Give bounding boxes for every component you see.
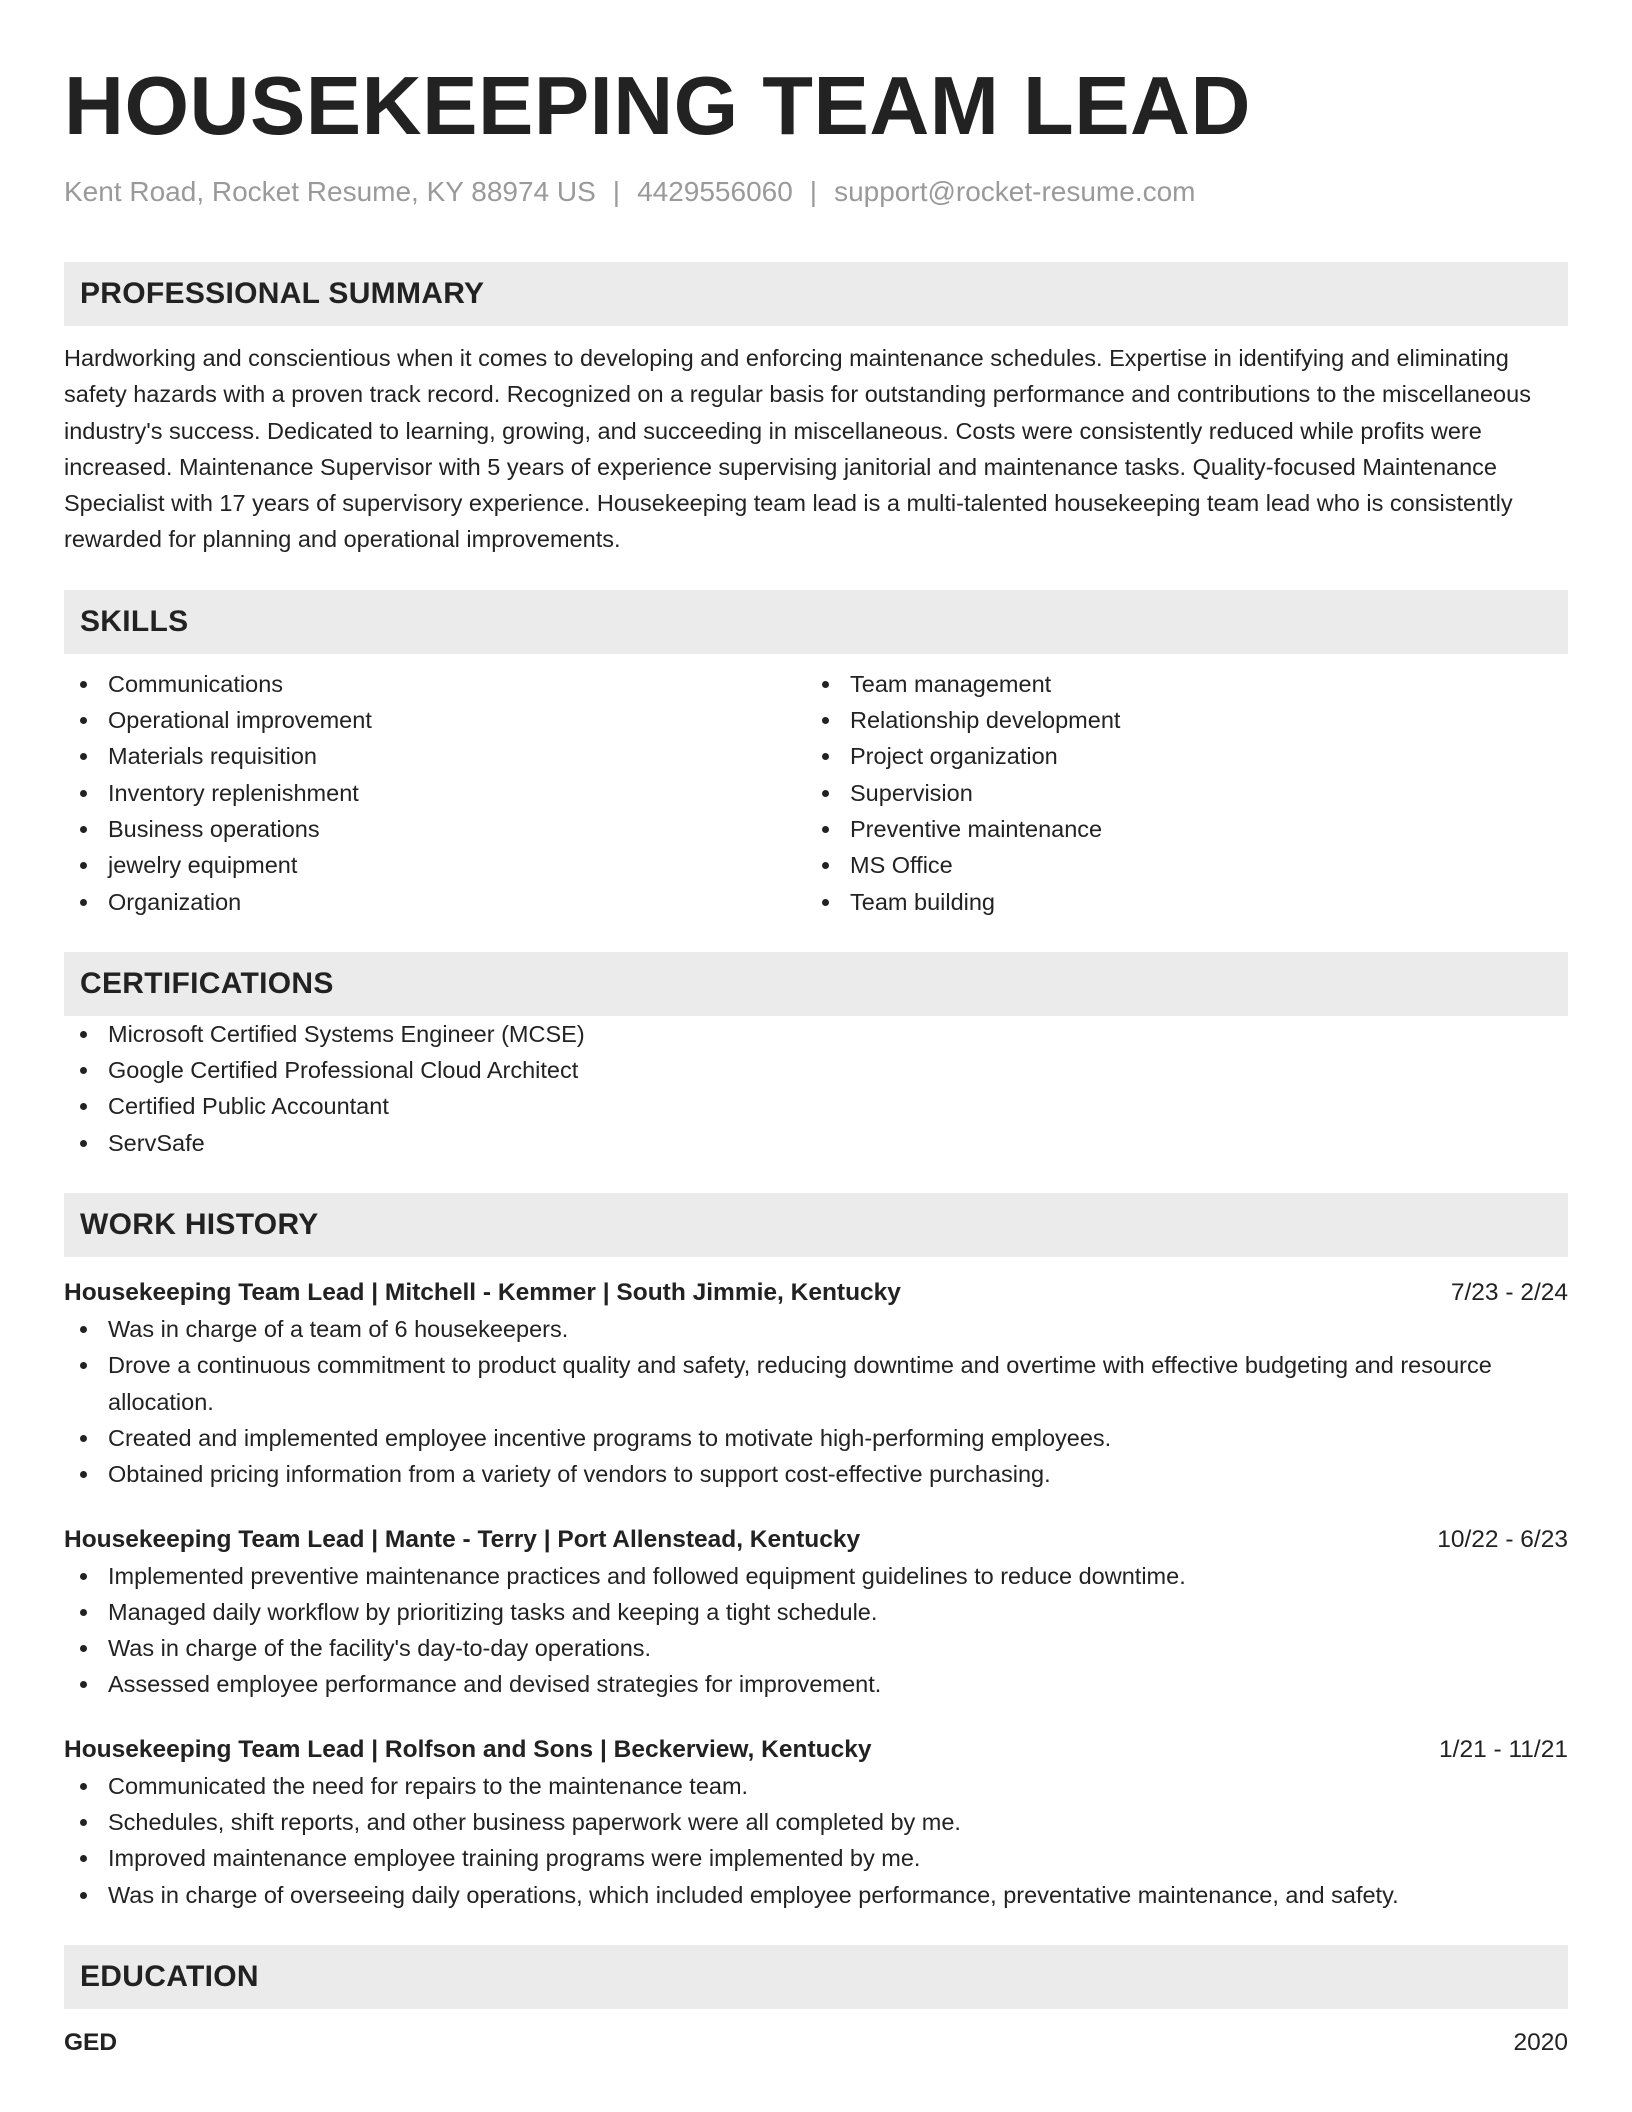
skill-item: Team building	[806, 884, 1548, 920]
skill-item: Operational improvement	[64, 702, 806, 738]
job-header	[64, 1275, 1568, 1311]
job-duty: Managed daily workflow by prioritizing tasks and keeping a tight schedule.	[64, 1594, 1568, 1630]
job-duty: Was in charge of overseeing daily operations, which included employee performance, preventative maintenance, and safety.	[64, 1877, 1568, 1913]
contact-phone: 4429556060	[637, 176, 793, 207]
job-duty: Schedules, shift reports, and other business paperwork were all completed by me.	[64, 1804, 1568, 1840]
resume-content	[64, 58, 1568, 2061]
job-title: Housekeeping Team Lead | Rolfson and Sons | Beckerview, Kentucky	[64, 1735, 872, 1763]
job-duties	[64, 1558, 1568, 1703]
section-heading-skills: SKILLS	[64, 590, 1568, 654]
section-heading-education: EDUCATION	[64, 1945, 1568, 2009]
job-entry	[64, 1522, 1568, 1703]
contact-line	[64, 174, 1568, 210]
job-title: Housekeeping Team Lead | Mitchell - Kemmer | South Jimmie, Kentucky	[64, 1279, 901, 1307]
job-dates: 7/23 - 2/24	[1450, 1279, 1568, 1307]
certification-item: Microsoft Certified Systems Engineer (MCSE)	[64, 1016, 1568, 1052]
skill-item: Materials requisition	[64, 738, 806, 774]
certification-item: Certified Public Accountant	[64, 1088, 1568, 1124]
contact-separator: |	[612, 176, 621, 207]
job-duty: Improved maintenance employee training programs were implemented by me.	[64, 1840, 1568, 1876]
job-duty: Was in charge of a team of 6 housekeepers.	[64, 1311, 1568, 1347]
job-duty: Assessed employee performance and devised strategies for improvement.	[64, 1666, 1568, 1702]
skills-column-right	[806, 666, 1548, 920]
job-duties	[64, 1311, 1568, 1492]
education-year: 2020	[1513, 2028, 1568, 2056]
skills-grid	[64, 666, 1568, 920]
job-dates: 1/21 - 11/21	[1439, 1735, 1568, 1763]
candidate-name: HOUSEKEEPING TEAM LEAD	[64, 59, 1251, 152]
job-duty: Created and implemented employee incentive programs to motivate high-performing employees.	[64, 1420, 1568, 1456]
job-dates: 10/22 - 6/23	[1437, 1525, 1568, 1553]
job-header	[64, 1522, 1568, 1558]
job-duty: Was in charge of the facility's day-to-day operations.	[64, 1630, 1568, 1666]
skill-item: Organization	[64, 884, 806, 920]
job-header	[64, 1732, 1568, 1768]
job-title: Housekeeping Team Lead | Mante - Terry | Port Allenstead, Kentucky	[64, 1525, 861, 1553]
skill-item: MS Office	[806, 847, 1548, 883]
contact-separator: |	[809, 176, 818, 207]
job-entry	[64, 1275, 1568, 1492]
contact-address: Kent Road, Rocket Resume, KY 88974 US	[64, 176, 596, 207]
skill-item: Communications	[64, 666, 806, 702]
skill-item: jewelry equipment	[64, 847, 806, 883]
summary-text: Hardworking and conscientious when it comes to developing and enforcing maintenance schedules. Expertise in identifying and eliminating safety hazards with a proven track record. Recognized on a regular basis for outstanding performance and contributions to the miscellaneous industry's success. Dedicated to learning, growing, and succeeding in miscellaneous. Costs were consistently reduced while profits were increased. Maintenance Supervisor with 5 years of experience supervising janitorial and maintenance tasks. Quality-focused Maintenance Specialist with 17 years of supervisory experience. Housekeeping team lead is a multi-talented housekeeping team lead who is consistently rewarded for planning and operational improvements.	[64, 345, 1531, 553]
section-heading-work-history: WORK HISTORY	[64, 1193, 1568, 1257]
skill-item: Inventory replenishment	[64, 775, 806, 811]
job-duty: Implemented preventive maintenance practices and followed equipment guidelines to reduce downtime.	[64, 1558, 1568, 1594]
skill-item: Preventive maintenance	[806, 811, 1548, 847]
job-duty: Communicated the need for repairs to the maintenance team.	[64, 1768, 1568, 1804]
certification-item: ServSafe	[64, 1125, 1568, 1161]
skill-item: Business operations	[64, 811, 806, 847]
job-duties	[64, 1768, 1568, 1913]
skill-item: Supervision	[806, 775, 1548, 811]
skill-item: Team management	[806, 666, 1548, 702]
job-duty: Drove a continuous commitment to product quality and safety, reducing downtime and overtime with effective budgeting and resource allocation.	[64, 1347, 1568, 1420]
job-entry	[64, 1732, 1568, 1913]
section-heading-certifications: CERTIFICATIONS	[64, 952, 1568, 1016]
skills-column-left	[64, 666, 806, 920]
skill-item: Relationship development	[806, 702, 1548, 738]
section-heading-summary: PROFESSIONAL SUMMARY	[64, 262, 1568, 326]
certifications-list	[64, 1016, 1568, 1161]
education-entry	[64, 2025, 1568, 2061]
skill-item: Project organization	[806, 738, 1548, 774]
certification-item: Google Certified Professional Cloud Architect	[64, 1052, 1568, 1088]
contact-email: support@rocket-resume.com	[834, 176, 1196, 207]
job-duty: Obtained pricing information from a variety of vendors to support cost-effective purchasing.	[64, 1456, 1568, 1492]
education-degree: GED	[64, 2028, 118, 2056]
